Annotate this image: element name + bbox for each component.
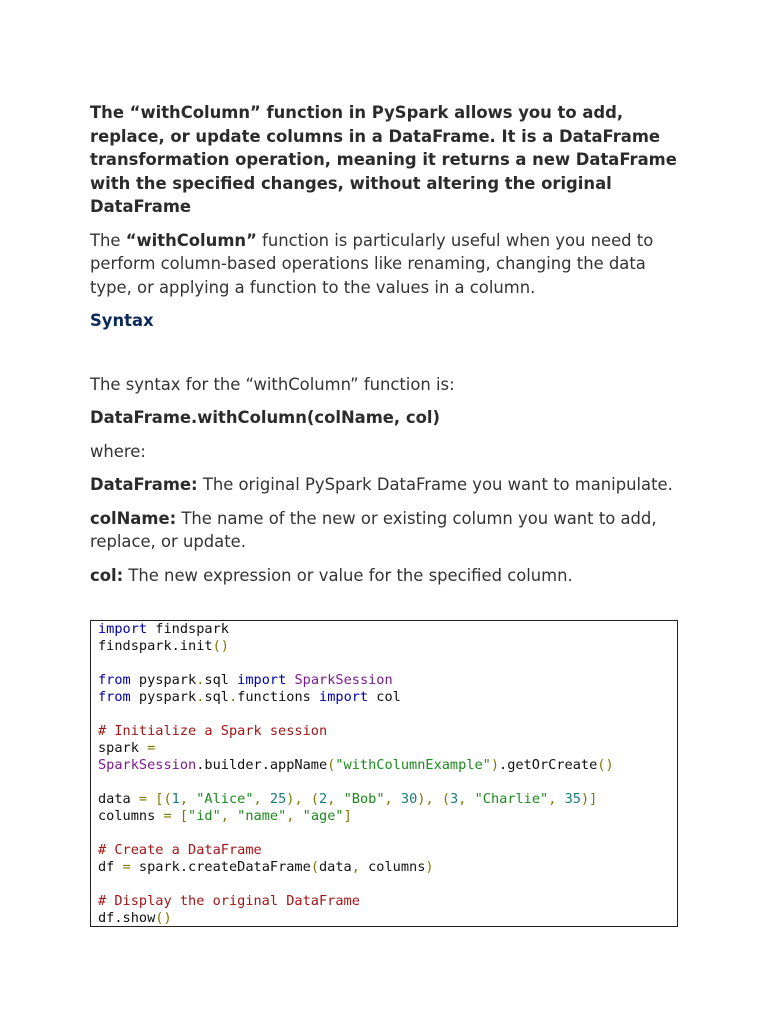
code-paren: )	[490, 757, 500, 773]
usage-post: function is particularly useful when you need to perform column-based operations like renaming, changing the data type, or applying a function to the values in a column.	[90, 230, 654, 297]
code-paren: ()	[212, 638, 229, 654]
code-class: SparkSession	[286, 672, 393, 688]
code-line	[98, 689, 677, 706]
code-line	[98, 808, 677, 825]
code-comma: ,	[179, 791, 197, 807]
param-name: col:	[90, 565, 124, 585]
code-dot: .	[228, 689, 238, 705]
code-keyword: from	[98, 672, 131, 688]
code-line	[98, 859, 677, 876]
code-operator: =	[122, 859, 131, 875]
code-text: findspark	[147, 621, 229, 637]
code-text: .init	[171, 638, 213, 654]
code-number: 35	[564, 791, 581, 807]
code-comma: ,	[384, 791, 401, 807]
code-text: df.show	[98, 910, 156, 926]
code-keyword: import	[237, 672, 287, 688]
usage-pre: The	[90, 230, 126, 250]
signature-text: DataFrame.withColumn(colName, col)	[90, 408, 440, 427]
article-body	[90, 101, 680, 597]
code-paren: )]	[581, 791, 598, 807]
code-paren: )	[425, 859, 434, 875]
code-text: spark.createDataFrame	[130, 859, 311, 875]
param-desc: The name of the new or existing column you want to add, replace, or update.	[90, 508, 657, 551]
code-blank-line	[98, 876, 677, 893]
code-line	[98, 740, 677, 757]
code-number: 1	[171, 791, 180, 807]
code-comment: # Display the original DataFrame	[98, 893, 360, 909]
code-line	[98, 757, 677, 774]
param-name: colName:	[90, 508, 177, 528]
where-label: where:	[90, 441, 146, 461]
code-comment: # Initialize a Spark session	[98, 723, 328, 739]
code-text: sql	[204, 689, 229, 705]
code-string: "Alice"	[196, 791, 254, 807]
code-text: findspark	[98, 638, 172, 654]
param-colname	[90, 507, 680, 554]
code-paren: [	[171, 808, 189, 824]
usage-paragraph	[90, 229, 680, 300]
code-operator: =	[147, 740, 156, 756]
code-text: pyspark	[130, 689, 197, 705]
code-paren: (	[310, 859, 319, 875]
code-text: .builder.appName	[196, 757, 328, 773]
code-number: 25	[269, 791, 287, 807]
code-line	[98, 723, 677, 740]
code-line	[98, 638, 677, 655]
syntax-signature	[90, 406, 680, 430]
code-text: data	[319, 859, 352, 875]
code-paren: ), (	[286, 791, 320, 807]
code-string: "Charlie"	[474, 791, 549, 807]
code-text: sql	[204, 672, 238, 688]
code-content	[91, 621, 677, 927]
code-dot: .	[196, 672, 205, 688]
code-blank-line	[98, 655, 677, 672]
code-number: 30	[400, 791, 418, 807]
param-desc: The new expression or value for the specified column.	[123, 565, 573, 585]
code-blank-line	[98, 825, 677, 842]
code-text: columns	[359, 859, 426, 875]
code-text: col	[368, 689, 401, 705]
code-comma: ,	[458, 791, 475, 807]
param-desc: The original PySpark DataFrame you want to manipulate.	[197, 475, 673, 494]
intro-paragraph: The “withColumn” function in PySpark allows you to add, replace, or update columns in a DataFrame. It is a DataFrame transformation operation, meaning it returns a new DataFrame with the specified changes, without altering the original DataFrame	[90, 103, 677, 216]
code-comment: # Create a DataFrame	[98, 842, 262, 858]
code-keyword: import	[98, 621, 148, 637]
usage-bold: “withColumn”	[125, 230, 257, 250]
code-comma: ,	[253, 791, 270, 807]
code-keyword: from	[98, 689, 131, 705]
code-line	[98, 893, 677, 910]
code-string: "name"	[237, 808, 287, 824]
code-paren: (	[327, 757, 336, 773]
code-comma: ,	[220, 808, 238, 824]
code-block	[90, 620, 678, 927]
code-number: 3	[450, 791, 459, 807]
syntax-intro: The syntax for the “withColumn” function is:	[90, 374, 455, 394]
code-paren: ()	[155, 910, 172, 926]
code-string: "withColumnExample"	[335, 757, 491, 773]
code-text: data	[98, 791, 139, 807]
param-col	[90, 564, 680, 588]
code-comma: ,	[286, 808, 303, 824]
code-line	[98, 842, 677, 859]
code-class: SparkSession	[98, 757, 197, 773]
code-paren: [(	[147, 791, 172, 807]
code-line	[98, 791, 677, 808]
param-name: DataFrame:	[90, 475, 198, 494]
code-line	[98, 910, 677, 927]
code-text: df	[98, 859, 123, 875]
code-string: "Bob"	[343, 791, 385, 807]
code-text: functions	[237, 689, 320, 705]
code-operator: =	[138, 791, 148, 807]
code-text: columns	[98, 808, 164, 824]
code-comma: ,	[548, 791, 565, 807]
code-operator: =	[163, 808, 172, 824]
code-text: .getOrCreate	[499, 757, 598, 773]
code-line	[98, 621, 677, 638]
code-comma: ,	[327, 791, 344, 807]
code-blank-line	[98, 706, 677, 723]
code-blank-line	[98, 774, 677, 791]
code-keyword: import	[319, 689, 369, 705]
code-line	[98, 672, 677, 689]
code-paren: ()	[597, 757, 614, 773]
code-text: pyspark	[130, 672, 197, 688]
code-text: spark	[98, 740, 148, 756]
code-paren: ]	[343, 808, 352, 824]
syntax-heading: Syntax	[90, 311, 154, 330]
code-comma: ,	[351, 859, 360, 875]
code-dot: .	[196, 689, 205, 705]
code-number: 2	[319, 791, 328, 807]
code-string: "id"	[188, 808, 221, 824]
code-paren: ), (	[417, 791, 451, 807]
param-dataframe	[90, 473, 680, 497]
code-string: "age"	[302, 808, 344, 824]
